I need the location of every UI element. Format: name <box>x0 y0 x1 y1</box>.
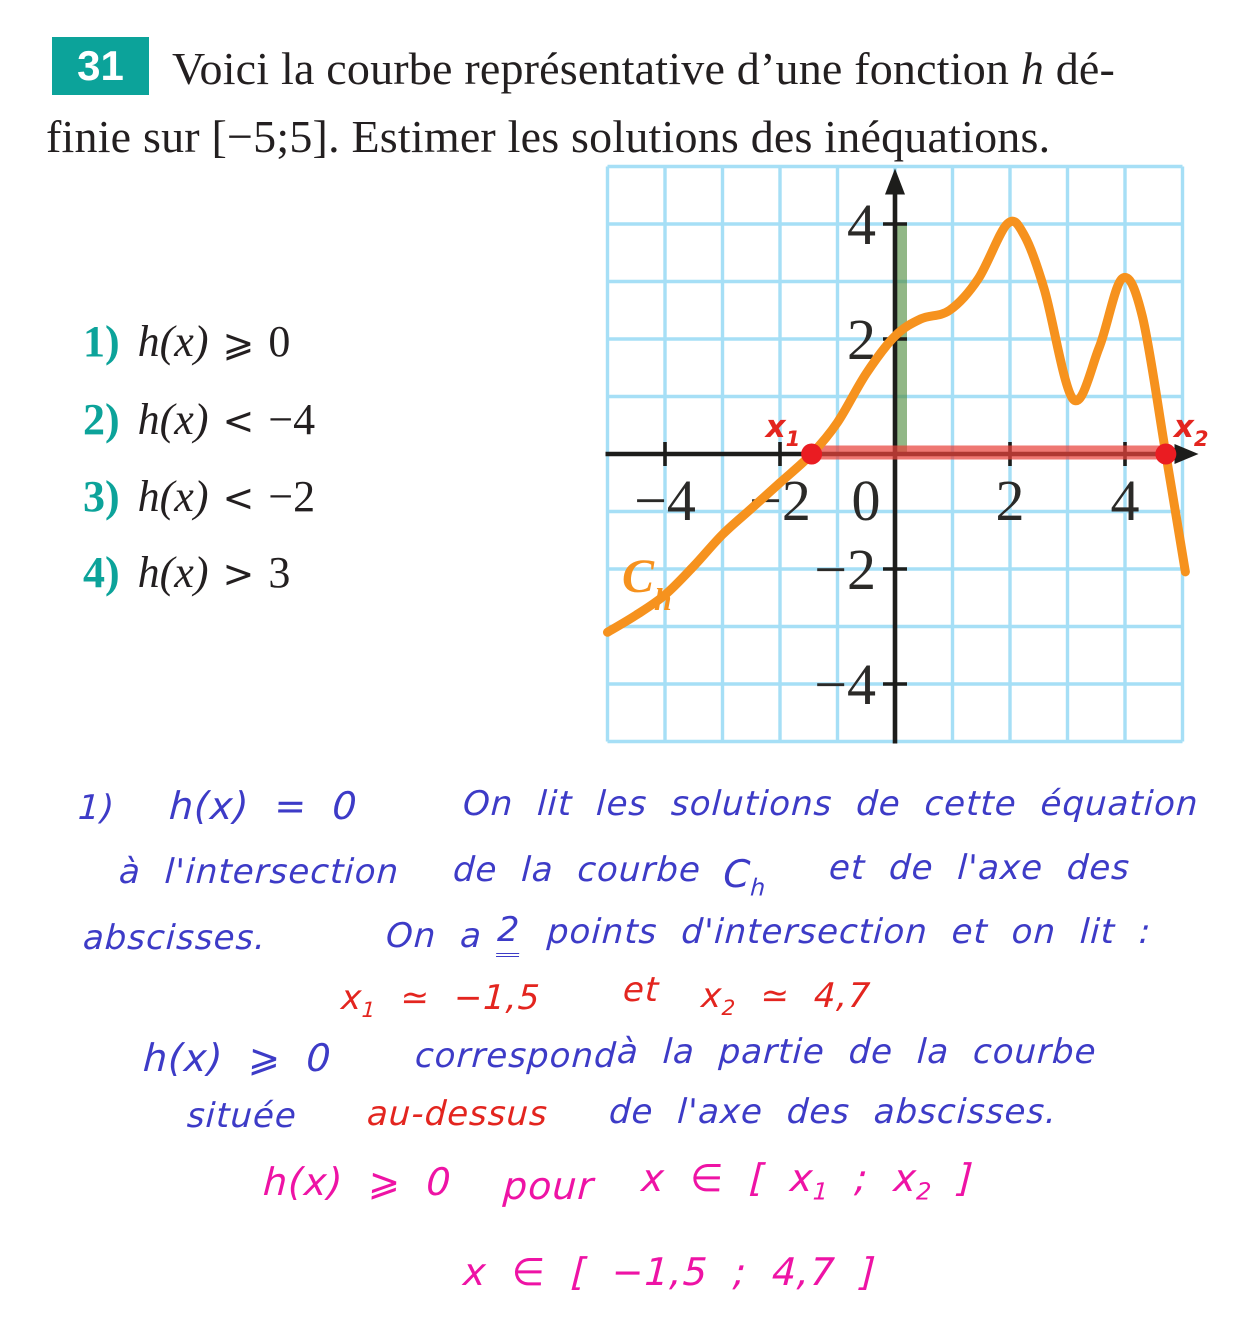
function-name: h <box>1020 43 1045 94</box>
root-marker-2 <box>1155 444 1176 465</box>
conclusion-text: pour <box>502 1164 596 1208</box>
solution-step-label: 1) <box>77 788 117 828</box>
solution-text: correspond <box>414 1036 618 1076</box>
axes <box>606 189 1185 744</box>
inequality-item-4 <box>83 547 290 598</box>
conclusion-interval-symbolic <box>640 1156 975 1206</box>
item-operator: < <box>222 476 255 520</box>
interval-part: ; x <box>828 1156 919 1200</box>
y-tick-label: 2 <box>847 307 876 372</box>
x-tick-label: −4 <box>634 468 696 533</box>
item-number: 1) <box>83 317 120 366</box>
y-axis-arrow <box>885 169 905 195</box>
statement-text: Voici la courbe représentative d’une fonction <box>172 43 1021 94</box>
y-tick-label: 4 <box>847 192 876 257</box>
inequality-item-3 <box>83 471 315 522</box>
statement-text-2: finie sur [−5;5]. Estimer les solutions des inéquations. <box>46 111 1051 162</box>
solution-text: On a <box>385 916 484 956</box>
solution-text: abscisses. <box>82 918 268 958</box>
curve-letter: C <box>722 852 753 896</box>
solution-emphasis: au-dessus <box>366 1094 549 1134</box>
interval-sub2: 2 <box>915 1177 934 1206</box>
statement-text-end: dé- <box>1044 43 1116 94</box>
curve-label: $C_h$ <box>622 550 672 617</box>
conclusion-interval-numeric: x ∈ [ −1,5 ; 4,7 ] <box>462 1250 878 1294</box>
interval-part: ] <box>931 1156 976 1200</box>
inequality-item-2 <box>83 394 315 445</box>
item-number: 3) <box>83 472 120 521</box>
solution-text: à l'intersection <box>118 852 401 892</box>
curve-reference <box>722 852 768 902</box>
solution-text: et de l'axe des <box>828 848 1132 888</box>
exercise-number-badge <box>52 37 149 95</box>
interval-sub1: 1 <box>812 1177 830 1206</box>
origin-label: 0 <box>851 468 881 533</box>
solution-text: points d'intersection et on lit : <box>546 912 1153 952</box>
item-operator: > <box>222 552 255 596</box>
inequality-item-1 <box>83 316 290 367</box>
statement-line-1 <box>172 42 1115 95</box>
x1-letter: x <box>340 978 364 1018</box>
x-tick-label: −2 <box>749 468 811 533</box>
x-tick-label: 2 <box>995 468 1025 533</box>
y-tick-label: −2 <box>814 537 876 602</box>
x-axis-highlight <box>812 446 1166 460</box>
item-value: 0 <box>268 317 291 366</box>
item-expression: h(x) <box>137 548 209 597</box>
solution-inequality: h(x) ⩾ 0 <box>142 1036 333 1080</box>
root-marker-label-1: $x_1$ <box>765 409 801 451</box>
solution-text: On lit les solutions de cette équation <box>462 784 1200 824</box>
solution-text: de la courbe <box>452 850 703 890</box>
item-operator: ⩾ <box>222 321 255 365</box>
function-graph <box>540 140 1248 780</box>
conclusion-inequality: h(x) ⩾ 0 <box>262 1160 453 1204</box>
x2-value: ≃ 4,7 <box>735 976 873 1016</box>
root-marker-label-2: $x_2$ <box>1173 409 1209 451</box>
item-expression: h(x) <box>137 317 209 366</box>
x2-subscript: 2 <box>721 994 737 1020</box>
item-value: −4 <box>268 395 316 444</box>
item-expression: h(x) <box>137 472 209 521</box>
solution-value-x2 <box>700 976 872 1020</box>
item-value: 3 <box>268 548 291 597</box>
x1-subscript: 1 <box>361 996 377 1022</box>
solution-equation: h(x) = 0 <box>168 784 359 828</box>
y-tick-label: −4 <box>814 652 876 717</box>
item-value: −2 <box>268 472 316 521</box>
curve-subscript: h <box>749 873 767 902</box>
exercise-number: 31 <box>77 42 124 89</box>
solution-value-x1 <box>340 978 542 1022</box>
interval-part: x ∈ [ x <box>640 1156 815 1200</box>
x1-value: ≃ −1,5 <box>375 978 542 1018</box>
solution-text: de l'axe des abscisses. <box>608 1092 1059 1132</box>
solution-text: à la partie de la courbe <box>616 1032 1098 1072</box>
item-number: 4) <box>83 548 120 597</box>
solution-text: et <box>622 970 661 1010</box>
solution-text: située <box>186 1096 298 1136</box>
x2-letter: x <box>700 976 724 1016</box>
root-marker-1 <box>801 444 822 465</box>
item-number: 2) <box>83 395 120 444</box>
x-tick-label: 4 <box>1110 468 1140 533</box>
solution-count: 2 <box>496 910 521 957</box>
item-operator: < <box>222 399 255 443</box>
item-expression: h(x) <box>137 395 209 444</box>
